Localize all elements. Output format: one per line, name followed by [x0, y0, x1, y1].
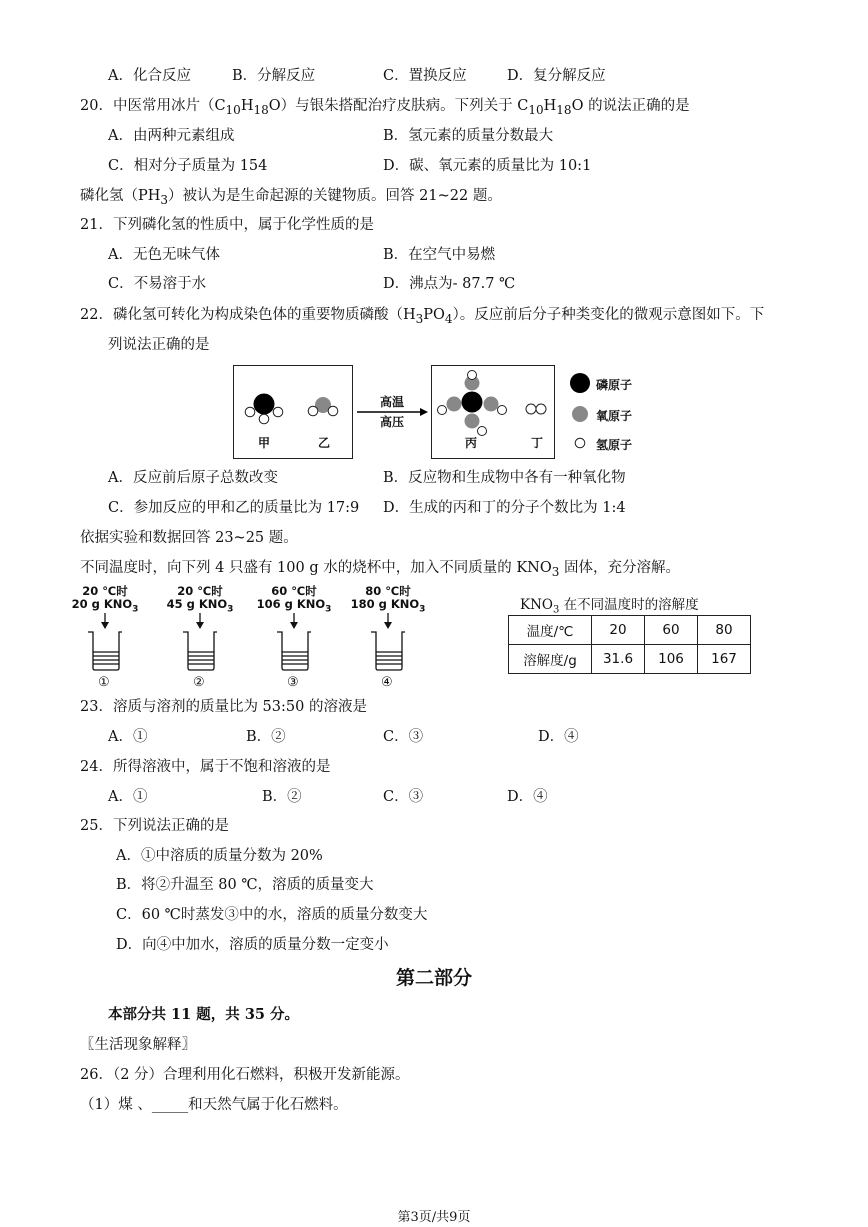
q23-option-a: A．①	[108, 729, 148, 745]
beaker-3-number: ③	[287, 675, 299, 690]
q22-option-b: B．反应物和生成物中各有一种氧化物	[383, 470, 626, 486]
q22-option-c: C．参加反应的甲和乙的质量比为 17:9	[108, 500, 360, 516]
q23-stem: 23．溶质与溶剂的质量比为 53:50 的溶液是	[80, 699, 367, 715]
q24-option-b: B．②	[262, 789, 302, 805]
q20-stem: 20．中医常用冰片$(C_{10}H_{18}O)$与银朱搭配治疗皮肤病。下列关于 $C_{10}H_{18}O$ 的说法正确的是	[80, 98, 690, 117]
beaker-2-label: 20 ℃时 45 g $KNO_3$	[166, 584, 234, 615]
legend-hydrogen: 氢原子	[596, 438, 633, 452]
table-cell: 溶解度/g	[509, 645, 592, 674]
beaker-4-number: ④	[381, 675, 393, 690]
q25-option-b: B．将②升温至 80 ℃，溶质的质量变大	[116, 877, 374, 893]
solubility-table-caption: $KNO_3$ 在不同温度时的溶解度	[520, 597, 699, 616]
q21-option-b: B．在空气中易燃	[383, 247, 496, 263]
q26-sub1: （1）煤 、_____和天然气属于化石燃料。	[80, 1097, 348, 1113]
q19-option-c: C．置换反应	[383, 68, 467, 84]
q26-stem: 26．（2 分）合理利用化石燃料，积极开发新能源。	[80, 1067, 410, 1083]
beaker-1-label: 20 ℃时 20 g $KNO_3$	[71, 584, 139, 615]
arrow-label-high-pressure: 高压	[379, 415, 404, 429]
table-cell: 31.6	[592, 645, 645, 674]
label-bing: 丙	[465, 436, 478, 450]
table-row	[509, 645, 751, 674]
q23-option-b: B．②	[246, 729, 286, 745]
q19-option-d: D．复分解反应	[507, 68, 606, 84]
arrow-label-high-temp: 高温	[379, 395, 404, 409]
q23-option-c: C．③	[383, 729, 424, 745]
beaker-4	[371, 613, 405, 670]
q21-option-c: C．不易溶于水	[108, 276, 207, 292]
experiment-description: 不同温度时，向下列 4 只盛有 100 g 水的烧杯中，加入不同质量的 $KNO_3$ 固体，充分溶解。	[80, 560, 680, 579]
q22-stem-line1: 22．磷化氢可转化为构成染色体的重要物质磷酸$(H_3PO_4)$。反应前后分子种类变化的微观示意图如下。下	[80, 307, 765, 326]
q22-stem-line2: 列说法正确的是	[108, 337, 210, 353]
beaker-1-number: ①	[98, 675, 110, 690]
section-label: 〖生活现象解释〗	[80, 1037, 196, 1053]
q21-option-a: A．无色无味气体	[108, 247, 220, 263]
legend-oxygen: 氧原子	[596, 409, 633, 423]
q20-option-a: A．由两种元素组成	[108, 128, 235, 144]
q24-option-c: C．③	[383, 789, 424, 805]
label-ding: 丁	[531, 436, 544, 450]
beaker-2	[183, 613, 217, 670]
part2-note: 本部分共 11 题，共 35 分。	[108, 1006, 300, 1023]
beaker-4-label: 80 ℃时 180 g $KNO_3$	[350, 584, 426, 615]
q25-option-c: C．60 ℃时蒸发③中的水，溶质的质量分数变大	[116, 907, 428, 923]
q20-option-b: B．氢元素的质量分数最大	[383, 128, 554, 144]
table-cell: 167	[698, 645, 751, 674]
table-row	[509, 616, 751, 645]
table-cell: 106	[645, 645, 698, 674]
q25-option-a: A．①中溶质的质量分数为 20%	[116, 848, 323, 864]
q25-option-d: D．向④中加水，溶质的质量分数一定变小	[116, 937, 389, 953]
q23-option-d: D．④	[538, 729, 579, 745]
intro-23-25: 依据实验和数据回答 23~25 题。	[80, 530, 298, 546]
q21-stem: 21．下列磷化氢的性质中，属于化学性质的是	[80, 217, 374, 233]
q24-option-a: A．①	[108, 789, 148, 805]
q20-option-c: C．相对分子质量为 154	[108, 158, 268, 174]
page-footer: 第3页/共9页	[397, 1210, 471, 1225]
legend-phosphorus: 磷原子	[596, 378, 633, 392]
q22-option-d: D．生成的丙和丁的分子个数比为 1:4	[383, 500, 626, 516]
q24-stem: 24．所得溶液中，属于不饱和溶液的是	[80, 759, 331, 775]
q19-option-b: B．分解反应	[232, 68, 316, 84]
table-cell: 20	[592, 616, 645, 645]
q22-option-a: A．反应前后原子总数改变	[108, 470, 278, 486]
q21-option-d: D．沸点为- 87.7 ℃	[383, 276, 516, 292]
solubility-table	[508, 615, 751, 674]
beaker-3	[277, 613, 311, 670]
beaker-1	[88, 613, 122, 670]
beaker-3-label: 60 ℃时 106 g $KNO_3$	[256, 584, 332, 615]
table-cell: 80	[698, 616, 751, 645]
q24-option-d: D．④	[507, 789, 548, 805]
q25-stem: 25．下列说法正确的是	[80, 818, 229, 834]
label-jia: 甲	[258, 436, 271, 450]
part2-title: 第二部分	[395, 967, 472, 989]
label-yi: 乙	[318, 436, 331, 450]
table-cell: 温度/℃	[509, 616, 592, 645]
q19-option-a: A．化合反应	[108, 68, 191, 84]
intro-21-22: 磷化氢$(PH_3)$被认为是生命起源的关键物质。回答 21~22 题。	[80, 188, 502, 207]
table-cell: 60	[645, 616, 698, 645]
beaker-2-number: ②	[193, 675, 205, 690]
q20-option-d: D．碳、氧元素的质量比为 10:1	[383, 158, 592, 174]
